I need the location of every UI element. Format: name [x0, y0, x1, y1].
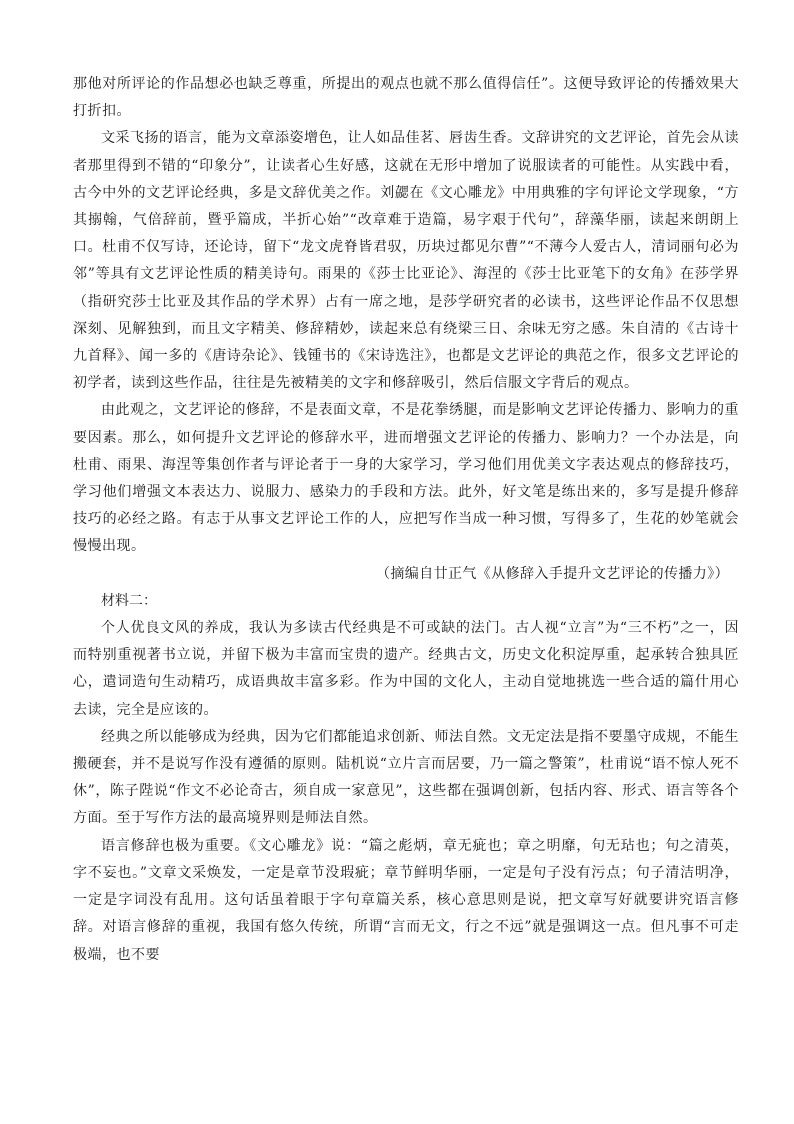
- paragraph-conclusion: 由此观之，文艺评论的修辞，不是表面文章，不是花拳绣腿，而是影响文艺评论传播力、影响力的重要因素。那么，如何提升文艺评论的修辞水平，进而增强文艺评论的传播力、影响力？一个办法是，向杜甫、雨果、海涅等集创作者与评论者于一身的大家学习，学习他们用优美文字表达观点的修辞技巧，学习他们增强文本表达力、说服力、感染力的手段和方法。此外，好文笔是练出来的，多写是提升修辞技巧的必经之路。有志于从事文艺评论工作的人，应把写作当成一种习惯，写得多了，生花的妙笔就会慢慢出现。: [73, 402, 739, 555]
- paragraph-classics: 个人优良文风的养成，我认为多读古代经典是不可或缺的法门。古人视“立言”为“三不朽”之一，因而特别重视著书立说，并留下极为丰富而宝贵的遗产。经典古文，历史文化积淀厚重，起承转合独具匠心，遣词造句生动精巧，成语典故丰富多彩。作为中国的文化人，主动自觉地挑选一些合适的篇什用心去读，完全是应该的。: [73, 620, 739, 718]
- source-citation: （摘编自廿正气《从修辞入手提升文艺评论的传播力》）: [376, 565, 729, 582]
- paragraph-rhetoric-appeal: 文采飞扬的语言，能为文章添姿增色，让人如品佳茗、唇齿生香。文辞讲究的文艺评论，首先会从读者那里得到不错的“印象分”，让读者心生好感，这就在无形中增加了说服读者的可能性。从实践中看，古今中外的文艺评论经典，多是文辞优美之作。刘勰在《文心雕龙》中用典雅的字句评论文学现象，“方其搦翰，气倍辞前，暨乎篇成，半折心始”“改章难于造篇，易字艰于代句”，辞藻华丽，读起来朗朗上口。杜甫不仅写诗，还论诗，留下“龙文虎脊皆君驭，历块过都见尔曹”“不薄今人爱古人，清词丽句必为邻”等具有文艺评论性质的精美诗句。雨果的《莎士比亚论》、海涅的《莎士比亚笔下的女角》在莎学界（指研究莎士比亚及其作品的学术界）占有一席之地，是莎学研究者的必读书，这些评论作品不仅思想深刻、见解独到，而且文字精美、修辞精妙，读起来总有绕梁三日、余味无穷之感。朱自清的《古诗十九首释》、闻一多的《唐诗杂论》、钱锺书的《宋诗选注》，也都是文艺评论的典范之作，很多文艺评论的初学者，读到这些作品，往往是先被精美的文字和修辞吸引，然后信服文字背后的观点。: [73, 130, 739, 392]
- material-two-heading: 材料二：: [101, 592, 157, 609]
- paragraph-language: 语言修辞也极为重要。《文心雕龙》说：“篇之彪炳，章无疵也；章之明靡，句无玷也；句之清英，字不妄也。”文章文采焕发，一定是章节没瑕疵；章节鲜明华丽，一定是句子没有污点；句子清洁明净，一定是字词没有乱用。这句话虽着眼于字句章篇关系，核心意思则是说，把文章写好就要讲究语言修辞。对语言修辞的重视，我国有悠久传统，所谓“言而无文，行之不远”就是强调这一点。但凡事不可走极端，也不要: [73, 837, 739, 963]
- paragraph-continuation: 那他对所评论的作品想必也缺乏尊重，所提出的观点也就不那么值得信任”。这便导致评论的传播效果大打折扣。: [73, 76, 739, 120]
- document-page: [73, 71, 739, 969]
- paragraph-innovation: 经典之所以能够成为经典，因为它们都能追求创新、师法自然。文无定法是指不要墨守成规，不能生搬硬套，并不是说写作没有遵循的原则。陆机说“立片言而居要，乃一篇之警策”，杜甫说“语不惊人死不休”，陈子陛说“作文不必论奇古，须自成一家意见”，这些都在强调创新，包括内容、形式、语言等各个方面。至于写作方法的最高境界则是师法自然。: [73, 728, 739, 827]
